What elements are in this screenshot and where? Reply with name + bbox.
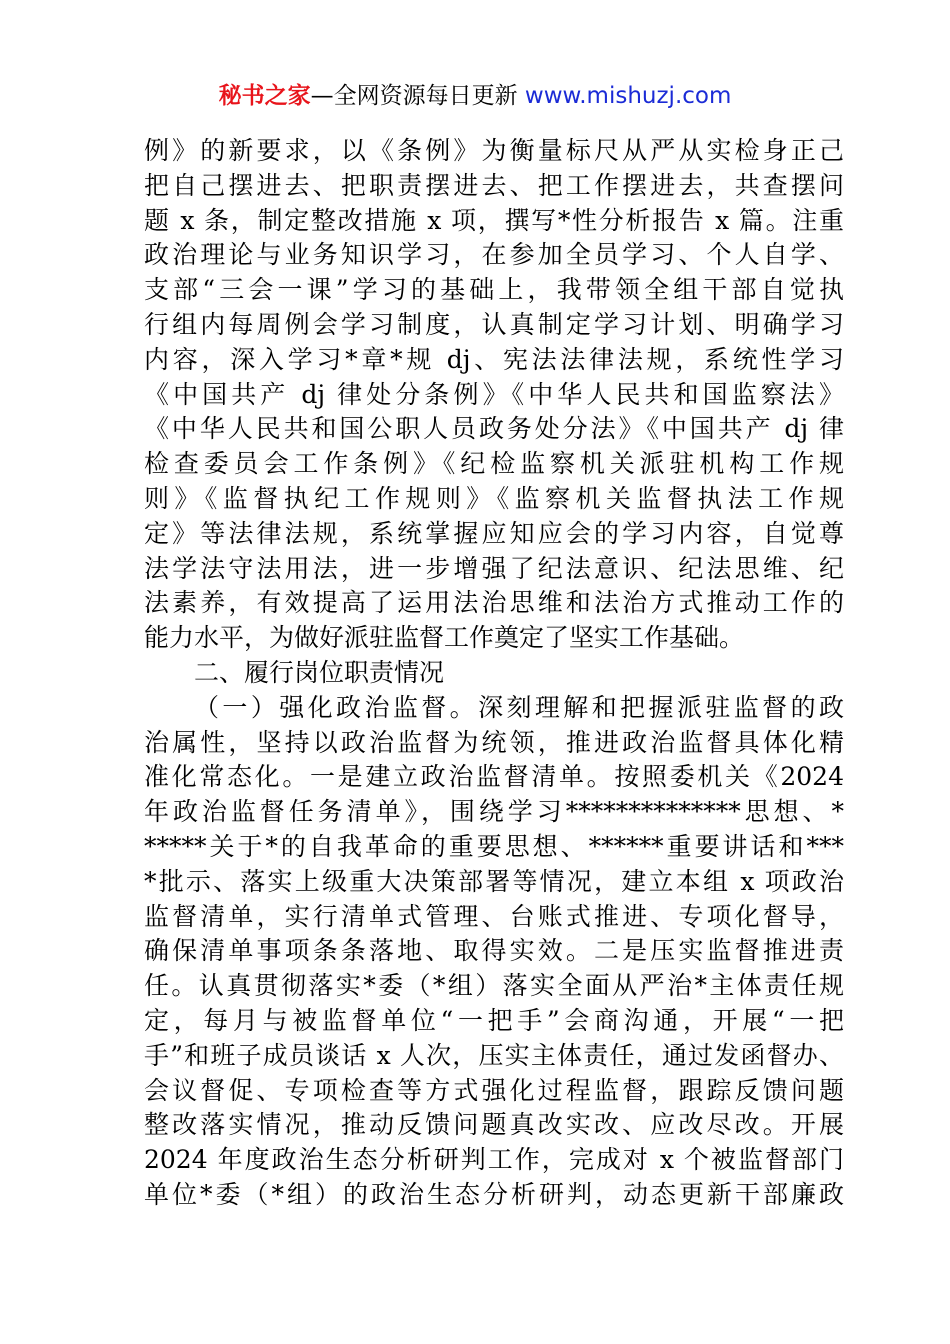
text-line: 定，每月与被监督单位“一把手”会商沟通，开展“一把 bbox=[144, 1005, 844, 1035]
text-line: 确保清单事项条条落地、取得实效。二是压实监督推进责 bbox=[144, 936, 844, 966]
text-line: 则》《监督执纪工作规则》《监察机关监督执法工作规 bbox=[144, 483, 844, 513]
text-line: *****关于*的自我革命的重要思想、******重要讲话和*** bbox=[144, 831, 844, 861]
text-line: 治属性，坚持以政治监督为统领，推进政治监督具体化精 bbox=[144, 727, 844, 757]
section-heading: 二、履行岗位职责情况 bbox=[194, 657, 445, 687]
site-tagline: —全网资源每日更新 bbox=[310, 83, 525, 109]
site-url-link[interactable]: www.mishuzj.com bbox=[524, 83, 732, 109]
document-body bbox=[144, 134, 844, 1213]
text-line: 2024 年度政治生态分析研判工作，完成对 x 个被监督部门 bbox=[144, 1145, 844, 1175]
text-line: 手”和班子成员谈话 x 人次，压实主体责任，通过发函督办、 bbox=[144, 1040, 844, 1070]
text-line: （一）强化政治监督。深刻理解和把握派驻监督的政 bbox=[194, 692, 844, 722]
text-line: 单位*委（*组）的政治生态分析研判，动态更新干部廉政 bbox=[144, 1179, 844, 1209]
text-line: 年政治监督任务清单》，围绕学习**************思想、* bbox=[144, 797, 844, 827]
text-line: *批示、落实上级重大决策部署等情况，建立本组 x 项政治 bbox=[144, 866, 844, 896]
text-line: 检查委员会工作条例》《纪检监察机关派驻机构工作规 bbox=[144, 449, 844, 479]
text-line: 法素养，有效提高了运用法治思维和法治方式推动工作的 bbox=[144, 588, 844, 618]
text-line: 政治理论与业务知识学习，在参加全员学习、个人自学、 bbox=[144, 240, 844, 270]
text-line: 题 x 条，制定整改措施 x 项，撰写*性分析报告 x 篇。注重 bbox=[144, 205, 844, 235]
text-line: 能力水平，为做好派驻监督工作奠定了坚实工作基础。 bbox=[144, 623, 745, 653]
text-line: 例》的新要求，以《条例》为衡量标尺从严从实检身正己 bbox=[144, 136, 844, 165]
text-line: 支部“三会一课”学习的基础上，我带领全组干部自觉执 bbox=[144, 275, 844, 305]
text-line: 行组内每周例会学习制度，认真制定学习计划、明确学习 bbox=[144, 309, 844, 339]
text-line: 任。认真贯彻落实*委（*组）落实全面从严治*主体责任规 bbox=[144, 971, 844, 1001]
site-brand: 秘书之家 bbox=[218, 83, 311, 109]
text-line: 《中国共产 dj 律处分条例》《中华人民共和国监察法》 bbox=[144, 379, 844, 409]
text-line: 监督清单，实行清单式管理、台账式推进、专项化督导， bbox=[144, 901, 844, 931]
text-line: 准化常态化。一是建立政治监督清单。按照委机关《2024 bbox=[144, 762, 844, 792]
text-line: 整改落实情况，推动反馈问题真改实改、应改尽改。开展 bbox=[144, 1110, 844, 1140]
text-line: 《中华人民共和国公职人员政务处分法》《中国共产 dj 律 bbox=[144, 414, 844, 444]
text-line: 会议督促、专项检查等方式强化过程监督，跟踪反馈问题 bbox=[144, 1075, 844, 1105]
text-line: 内容，深入学习*章*规 dj、宪法法律法规，系统性学习 bbox=[144, 344, 844, 374]
text-line: 把自己摆进去、把职责摆进去、把工作摆进去，共查摆问 bbox=[144, 170, 844, 200]
site-header bbox=[0, 80, 950, 112]
text-line: 定》等法律法规，系统掌握应知应会的学习内容，自觉尊 bbox=[144, 518, 844, 548]
text-line: 法学法守法用法，进一步增强了纪法意识、纪法思维、纪 bbox=[144, 553, 844, 583]
